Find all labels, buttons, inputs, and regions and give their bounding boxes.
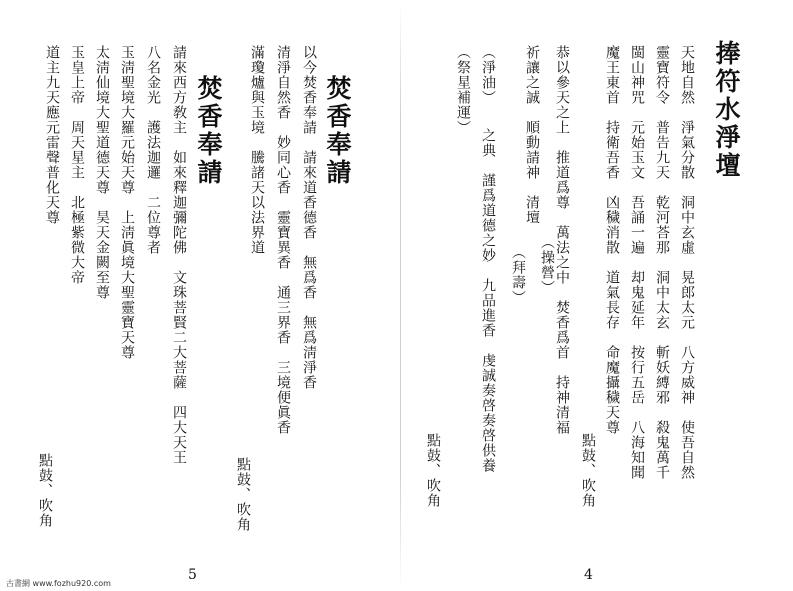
text-column: 清淨自然香 妙同心香 靈寶異香 通三界香 三境便眞香 xyxy=(275,45,291,435)
text-column: 天地自然 淨氣分散 洞中玄虛 晃郎太元 八方威神 使吾自然 xyxy=(679,45,695,480)
ritual-note: （操營） xyxy=(539,235,555,295)
page-number: 5 xyxy=(188,567,197,583)
text-column: 以今焚香奉請 請來道香德香 無爲香 無爲淸淨香 xyxy=(301,45,317,390)
text-column: 滿瓊爐與玉境 騰諸天以法界道 xyxy=(249,45,265,255)
right-page xyxy=(401,0,793,591)
text-column: 道主九天應元雷聲普化天尊 xyxy=(44,45,60,225)
text-column: 閩山神咒 元始玉文 吾誦一遍 却鬼延年 按行五岳 八海知聞 xyxy=(629,45,645,480)
text-column: 請來西方敎主 如來釋迦彌陀佛 文珠菩賢二大菩薩 四大天王 xyxy=(171,45,187,465)
watermark: 古書網 www.fozhu920.com xyxy=(6,579,111,588)
text-column: 玉皇上帝 周天星主 北極紫微大帝 xyxy=(69,45,85,285)
text-column: 太淸仙境大聖道德天尊 昊天金闕至尊 xyxy=(94,45,110,300)
drum-horn-cue: 點鼓、吹角 xyxy=(37,453,53,528)
ritual-note: （祭星補運） xyxy=(455,45,471,135)
text-column: 祈讓之誠 順動請神 清壇 xyxy=(524,45,540,225)
drum-horn-cue: 點鼓、吹角 xyxy=(580,433,596,508)
text-column: 恭以參天之上 推道爲尊 萬法之中 焚香爲首 持神清福 xyxy=(554,45,570,435)
section-title-1: 焚香奉請 xyxy=(323,75,352,187)
section-title: 捧符水淨壇 xyxy=(712,40,741,180)
text-column: 玉淸聖境大羅元始天尊 上淸眞境大聖靈寶天尊 xyxy=(119,45,135,360)
text-column: （淨油） 之典 謹爲道德之妙 九品進香 虔誠奏啓奏啓供養 xyxy=(480,45,496,473)
section-title-2: 焚香奉請 xyxy=(194,75,223,187)
ritual-note: （拜壽） xyxy=(510,245,526,305)
text-column: 八名金光 護法迦邏 二位尊者 xyxy=(145,45,161,255)
page-number: 4 xyxy=(584,567,593,583)
drum-horn-cue: 點鼓、吹角 xyxy=(425,433,441,508)
text-column: 靈寶符令 普告九天 乾河荅那 洞中太玄 斬妖縛邪 殺鬼萬千 xyxy=(654,45,670,480)
text-column: 魔王東首 持衛吾香 凶穢消散 道氣長存 命魔攝穢天尊 xyxy=(604,45,620,435)
drum-horn-cue: 點鼓、吹角 xyxy=(235,457,251,532)
